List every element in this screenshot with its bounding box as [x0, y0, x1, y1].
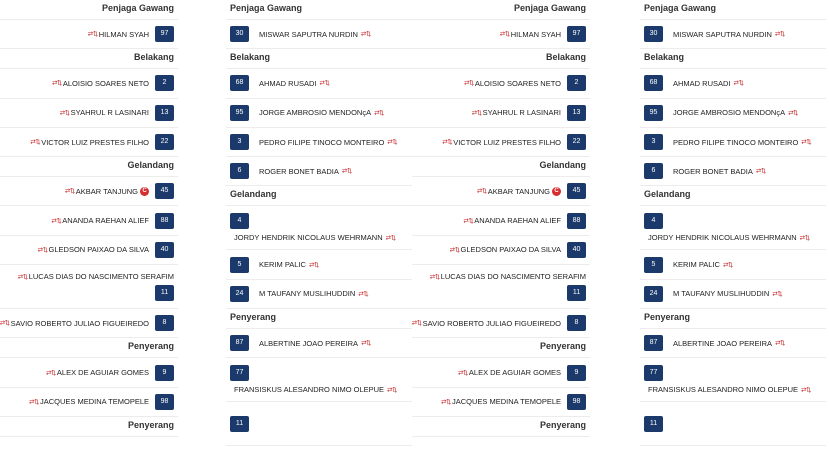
- substitution-icon: ⇄⇅: [412, 320, 422, 328]
- substitution-icon: ⇄⇅: [801, 387, 811, 395]
- jersey-number: 4: [230, 213, 249, 229]
- player-name: ANANDA RAEHAN ALIEF: [62, 216, 149, 226]
- player-name: ALBERTINE JOAO PEREIRA: [673, 338, 773, 348]
- jersey-number: 9: [155, 365, 174, 381]
- position-header: Penyerang: [640, 309, 826, 329]
- jersey-number: 98: [155, 394, 174, 410]
- player-name: ALEX DE AGUIAR GOMES: [468, 368, 561, 378]
- substitution-icon: ⇄⇅: [755, 168, 766, 176]
- substitution-icon: ⇄⇅: [358, 290, 369, 298]
- jersey-number: 8: [155, 315, 174, 331]
- player-name: SAVIO ROBERTO JULIAO FIGUEIREDO: [422, 318, 561, 328]
- substitution-icon: ⇄⇅: [374, 109, 385, 117]
- position-header: Belakang: [640, 49, 826, 69]
- player-name: SYAHRUL R LASINARI: [482, 108, 561, 118]
- player-name: MISWAR SAPUTRA NURDIN: [673, 29, 772, 39]
- player-row[interactable]: [412, 128, 590, 157]
- position-header: Penyerang: [226, 309, 412, 329]
- away-lineup-column-2: [640, 0, 826, 466]
- jersey-number: 88: [567, 213, 586, 229]
- position-header: Penjaga Gawang: [0, 0, 178, 20]
- position-header: Gelandang: [0, 157, 178, 177]
- substitution-icon: ⇄⇅: [471, 109, 482, 117]
- jersey-number: 11: [644, 416, 663, 432]
- player-row[interactable]: [0, 236, 178, 265]
- player-row[interactable]: [412, 69, 590, 98]
- player-name: GLEDSON PAIXAO DA SILVA: [48, 245, 149, 255]
- substitution-icon: ⇄⇅: [17, 274, 28, 282]
- player-name: ROGER BONET BADIA: [259, 166, 339, 176]
- position-header: Penyerang: [0, 338, 178, 358]
- substitution-icon: ⇄⇅: [772, 290, 783, 298]
- substitution-icon: ⇄⇅: [733, 80, 744, 88]
- player-name: JACQUES MEDINA TEMOPELE: [451, 397, 561, 407]
- player-row[interactable]: [640, 280, 826, 309]
- player-name: JACQUES MEDINA TEMOPELE: [39, 397, 149, 407]
- player-row[interactable]: [0, 388, 178, 417]
- substitution-icon: ⇄⇅: [29, 398, 39, 406]
- substitution-icon: ⇄⇅: [59, 109, 70, 117]
- substitution-icon: ⇄⇅: [45, 369, 56, 377]
- player-row[interactable]: [226, 99, 412, 128]
- jersey-number: 68: [230, 75, 249, 91]
- player-row[interactable]: [640, 20, 826, 49]
- player-stack: [644, 402, 673, 445]
- jersey-number: 22: [567, 134, 586, 150]
- player-row[interactable]: [640, 99, 826, 128]
- substitution-icon: ⇄⇅: [429, 274, 440, 282]
- player-name: LUCAS DIAS DO NASCIMENTO SERAFIM: [28, 272, 174, 282]
- substitution-icon: ⇄⇅: [775, 340, 785, 348]
- player-row[interactable]: [0, 99, 178, 128]
- jersey-number: 2: [567, 75, 586, 91]
- jersey-number: 95: [230, 105, 249, 121]
- jersey-number: 6: [230, 163, 249, 179]
- substitution-icon: ⇄⇅: [385, 235, 396, 243]
- player-name-line: [430, 272, 586, 281]
- substitution-icon: ⇄⇅: [476, 188, 487, 196]
- player-name: VICTOR LUIZ PRESTES FILHO: [41, 137, 149, 147]
- jersey-number: 11: [155, 285, 174, 301]
- jersey-number: 13: [155, 105, 174, 121]
- jersey-number: 8: [567, 315, 586, 331]
- jersey-number: 2: [155, 75, 174, 91]
- jersey-number: 24: [230, 286, 249, 302]
- player-name: GLEDSON PAIXAO DA SILVA: [460, 245, 561, 255]
- player-name: AHMAD RUSADI: [259, 78, 317, 88]
- substitution-icon: ⇄⇅: [361, 340, 371, 348]
- jersey-number: 68: [644, 75, 663, 91]
- player-row[interactable]: [640, 206, 826, 250]
- player-name: AHMAD RUSADI: [673, 78, 731, 88]
- substitution-icon: ⇄⇅: [774, 31, 785, 39]
- substitution-icon: ⇄⇅: [788, 109, 799, 117]
- jersey-number: 98: [567, 394, 586, 410]
- player-name: AKBAR TANJUNG: [487, 186, 550, 196]
- substitution-icon: ⇄⇅: [463, 80, 474, 88]
- position-header: Penyerang: [0, 417, 178, 437]
- player-stack: [644, 358, 811, 401]
- position-header: Belakang: [412, 49, 590, 69]
- captain-badge: C: [140, 187, 149, 196]
- substitution-icon: ⇄⇅: [722, 261, 733, 269]
- jersey-number: 13: [567, 105, 586, 121]
- position-header: Penyerang: [412, 338, 590, 358]
- player-name: JORGE AMBROSIO MENDONçA: [673, 108, 786, 118]
- jersey-number: 5: [644, 257, 663, 273]
- player-name: ANANDA RAEHAN ALIEF: [474, 216, 561, 226]
- player-stack: [18, 265, 174, 308]
- substitution-icon: ⇄⇅: [308, 261, 319, 269]
- jersey-number: 40: [155, 242, 174, 258]
- player-name: ALOISIO SOARES NETO: [474, 78, 561, 88]
- player-name-line: [18, 272, 174, 281]
- jersey-number: 9: [567, 365, 586, 381]
- substitution-icon: ⇄⇅: [441, 398, 451, 406]
- player-name: PEDRO FILIPE TINOCO MONTEIRO: [259, 137, 385, 147]
- player-row[interactable]: [0, 206, 178, 235]
- substitution-icon: ⇄⇅: [442, 139, 453, 147]
- substitution-icon: ⇄⇅: [0, 320, 10, 328]
- jersey-number: 3: [644, 134, 663, 150]
- player-row[interactable]: [0, 309, 178, 338]
- substitution-icon: ⇄⇅: [801, 139, 812, 147]
- player-name: ROGER BONET BADIA: [673, 166, 753, 176]
- jersey-number: 11: [230, 416, 249, 432]
- player-row[interactable]: [640, 157, 826, 186]
- player-row[interactable]: [412, 265, 590, 309]
- position-header: Penyerang: [412, 417, 590, 437]
- jersey-number: 24: [644, 286, 663, 302]
- jersey-number: 45: [155, 183, 174, 199]
- position-header: Penjaga Gawang: [226, 0, 412, 20]
- player-row[interactable]: [226, 69, 412, 98]
- player-row[interactable]: [0, 265, 178, 309]
- player-row[interactable]: [640, 402, 826, 446]
- player-name: PEDRO FILIPE TINOCO MONTEIRO: [673, 137, 799, 147]
- substitution-icon: ⇄⇅: [87, 31, 98, 39]
- position-header: Gelandang: [640, 186, 826, 206]
- substitution-icon: ⇄⇅: [449, 246, 460, 254]
- player-row[interactable]: [0, 358, 178, 387]
- jersey-number: 87: [644, 335, 663, 351]
- player-name: ALOISIO SOARES NETO: [62, 78, 149, 88]
- player-row[interactable]: [226, 280, 412, 309]
- substitution-icon: ⇄⇅: [387, 139, 398, 147]
- player-stack: [230, 206, 396, 249]
- player-row[interactable]: [412, 206, 590, 235]
- player-row[interactable]: [0, 128, 178, 157]
- player-row[interactable]: [412, 20, 590, 49]
- jersey-number: 77: [644, 365, 663, 381]
- player-row[interactable]: [640, 358, 826, 402]
- jersey-number: 97: [155, 26, 174, 42]
- jersey-number: 95: [644, 105, 663, 121]
- substitution-icon: ⇄⇅: [799, 235, 810, 243]
- player-name: AKBAR TANJUNG: [75, 186, 138, 196]
- player-row[interactable]: [640, 69, 826, 98]
- player-name: JORDY HENDRIK NICOLAUS WEHRMANN: [648, 233, 797, 243]
- player-row[interactable]: [412, 177, 590, 206]
- player-row[interactable]: [412, 236, 590, 265]
- jersey-number: 97: [567, 26, 586, 42]
- substitution-icon: ⇄⇅: [341, 168, 352, 176]
- position-header: Belakang: [0, 49, 178, 69]
- substitution-icon: ⇄⇅: [360, 31, 371, 39]
- home-lineup-column-2: [412, 0, 590, 466]
- jersey-number: 45: [567, 183, 586, 199]
- substitution-icon: ⇄⇅: [51, 80, 62, 88]
- position-header: Gelandang: [412, 157, 590, 177]
- player-row[interactable]: [412, 99, 590, 128]
- player-name: FRANSISKUS ALESANDRO NIMO OLEPUE: [648, 385, 799, 395]
- jersey-number: 5: [230, 257, 249, 273]
- jersey-number: 6: [644, 163, 663, 179]
- player-name: MISWAR SAPUTRA NURDIN: [259, 29, 358, 39]
- player-row[interactable]: [412, 388, 590, 417]
- substitution-icon: ⇄⇅: [463, 217, 474, 225]
- jersey-number: 87: [230, 335, 249, 351]
- player-name: VICTOR LUIZ PRESTES FILHO: [453, 137, 561, 147]
- player-row[interactable]: [226, 402, 412, 446]
- player-name-line: [644, 385, 811, 394]
- player-row[interactable]: [0, 177, 178, 206]
- substitution-icon: ⇄⇅: [499, 31, 510, 39]
- jersey-number: 30: [644, 26, 663, 42]
- jersey-number: 11: [567, 285, 586, 301]
- substitution-icon: ⇄⇅: [319, 80, 330, 88]
- player-stack: [644, 206, 810, 249]
- player-row[interactable]: [226, 157, 412, 186]
- jersey-number: 88: [155, 213, 174, 229]
- player-name: SAVIO ROBERTO JULIAO FIGUEIREDO: [10, 318, 149, 328]
- home-lineup-column-1: [0, 0, 178, 466]
- jersey-number: 22: [155, 134, 174, 150]
- position-header: Penjaga Gawang: [640, 0, 826, 20]
- player-row[interactable]: [412, 358, 590, 387]
- away-lineup-column-1: [226, 0, 412, 466]
- substitution-icon: ⇄⇅: [64, 188, 75, 196]
- jersey-number: 30: [230, 26, 249, 42]
- jersey-number: 4: [644, 213, 663, 229]
- player-name: M TAUFANY MUSLIHUDDIN: [259, 289, 356, 299]
- player-name: ALEX DE AGUIAR GOMES: [56, 368, 149, 378]
- player-name: HILMAN SYAH: [98, 29, 149, 39]
- player-stack: [430, 265, 586, 308]
- player-row[interactable]: [412, 309, 590, 338]
- player-name-line: [230, 385, 397, 394]
- jersey-number: 77: [230, 365, 249, 381]
- player-name: JORDY HENDRIK NICOLAUS WEHRMANN: [234, 233, 383, 243]
- player-name: KERIM PALIC: [673, 260, 720, 270]
- player-name: LUCAS DIAS DO NASCIMENTO SERAFIM: [440, 272, 586, 282]
- player-name-line: [644, 233, 810, 242]
- player-name: HILMAN SYAH: [510, 29, 561, 39]
- substitution-icon: ⇄⇅: [30, 139, 41, 147]
- player-name: FRANSISKUS ALESANDRO NIMO OLEPUE: [234, 385, 385, 395]
- player-row[interactable]: [0, 69, 178, 98]
- player-name: ALBERTINE JOAO PEREIRA: [259, 338, 359, 348]
- player-row[interactable]: [226, 329, 412, 358]
- substitution-icon: ⇄⇅: [387, 387, 397, 395]
- player-stack: [230, 402, 259, 445]
- jersey-number: 3: [230, 134, 249, 150]
- player-name: M TAUFANY MUSLIHUDDIN: [673, 289, 770, 299]
- position-header: Penjaga Gawang: [412, 0, 590, 20]
- player-row[interactable]: [640, 329, 826, 358]
- player-name-line: [230, 233, 396, 242]
- position-header: Gelandang: [226, 186, 412, 206]
- player-row[interactable]: [640, 250, 826, 279]
- player-row[interactable]: [226, 20, 412, 49]
- player-name: SYAHRUL R LASINARI: [70, 108, 149, 118]
- player-row[interactable]: [0, 20, 178, 49]
- player-row[interactable]: [640, 128, 826, 157]
- captain-badge: C: [552, 187, 561, 196]
- player-row[interactable]: [226, 250, 412, 279]
- substitution-icon: ⇄⇅: [51, 217, 62, 225]
- player-row[interactable]: [226, 128, 412, 157]
- player-name: JORGE AMBROSIO MENDONçA: [259, 108, 372, 118]
- player-name: KERIM PALIC: [259, 260, 306, 270]
- player-stack: [230, 358, 397, 401]
- substitution-icon: ⇄⇅: [37, 246, 48, 254]
- jersey-number: 40: [567, 242, 586, 258]
- player-row[interactable]: [226, 206, 412, 250]
- position-header: Belakang: [226, 49, 412, 69]
- player-row[interactable]: [226, 358, 412, 402]
- substitution-icon: ⇄⇅: [457, 369, 468, 377]
